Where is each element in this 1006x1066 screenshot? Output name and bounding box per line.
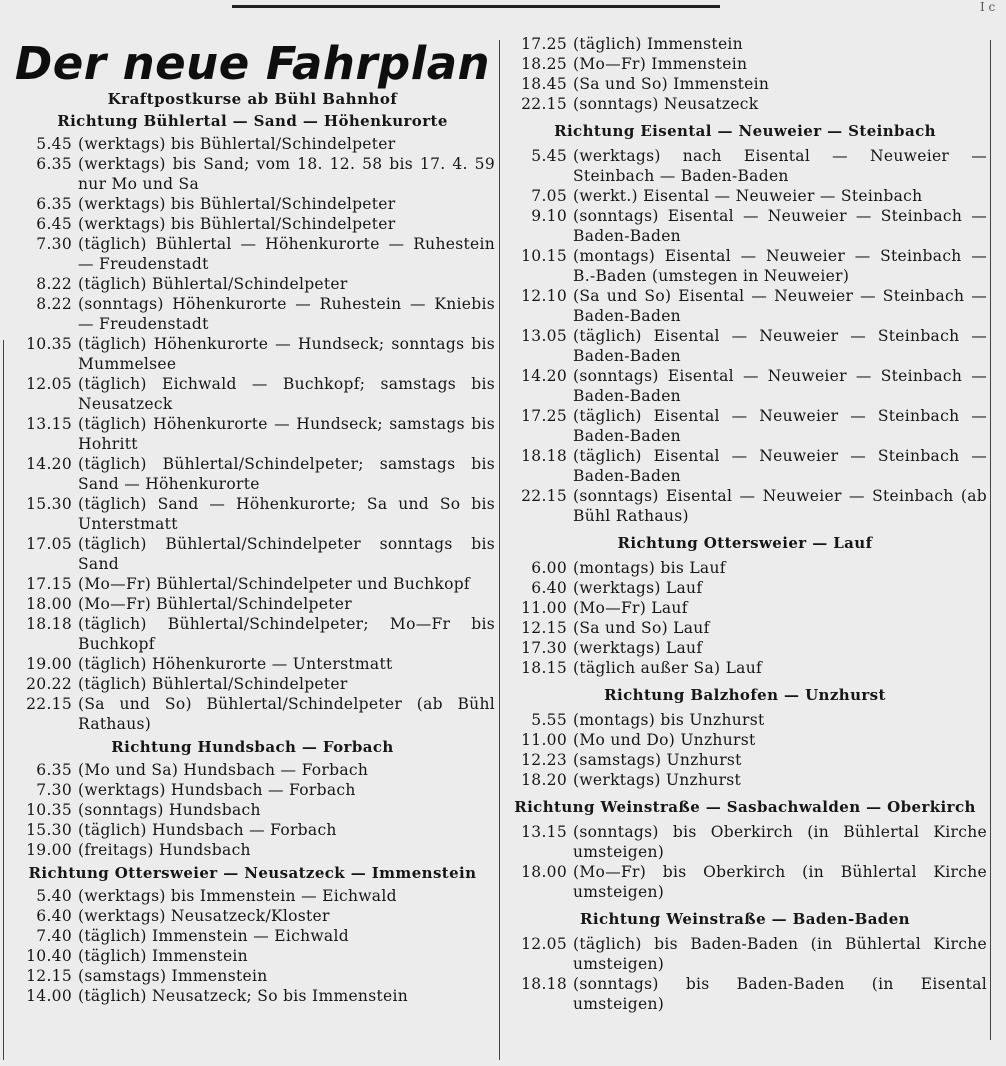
route-description: (Sa und So) Bühlertal/Schindelpeter (ab Bühl Rathaus) [78, 695, 495, 733]
route-description: (täglich) Eisental — Neuweier — Steinbach — Baden-Baden [573, 407, 987, 445]
route-description: (täglich) Immenstein [78, 947, 248, 965]
departure-time: 20.22 [26, 675, 72, 693]
schedule-entry [10, 154, 495, 194]
route-description: (samstags) Immenstein [78, 967, 268, 985]
column-divider [499, 40, 500, 1060]
schedule-entry [10, 654, 495, 674]
departure-time: 17.30 [521, 639, 567, 657]
route-description: (sonntags) bis Baden-Baden (in Eisental umsteigen) [573, 975, 987, 1013]
route-description: (täglich) bis Baden-Baden (in Bühlertal Kirche umsteigen) [573, 935, 987, 973]
departure-time: 12.05 [521, 935, 567, 953]
right-sections [503, 122, 987, 1014]
departure-time: 14.20 [26, 455, 72, 473]
schedule-entry [503, 326, 987, 366]
departure-time: 22.15 [521, 487, 567, 505]
route-description: (werktags) Neusatzeck/Kloster [78, 907, 330, 925]
schedule-entry [10, 274, 495, 294]
schedule-entry [10, 534, 495, 574]
schedule-entry [10, 234, 495, 274]
route-description: (montags) bis Unzhurst [573, 711, 765, 729]
route-description: (werktags) bis Immenstein — Eichwald [78, 887, 397, 905]
route-description: (täglich außer Sa) Lauf [573, 659, 763, 677]
route-description: (werktags) Unzhurst [573, 771, 742, 789]
schedule-entry [10, 760, 495, 780]
departure-time: 10.40 [26, 947, 72, 965]
route-description: (sonntags) Hundsbach [78, 801, 261, 819]
schedule-entry [503, 638, 987, 658]
left-sections [10, 112, 495, 1006]
departure-time: 13.15 [26, 415, 72, 433]
departure-time: 11.00 [521, 599, 567, 617]
route-description: (täglich) Eichwald — Buchkopf; samstags bis Neusatzeck [78, 375, 495, 413]
schedule-entry [10, 906, 495, 926]
departure-time: 5.55 [531, 711, 567, 729]
schedule-entry [503, 558, 987, 578]
schedule-entry [10, 840, 495, 860]
route-description: (Sa und So) Lauf [573, 619, 710, 637]
route-description: (täglich) Höhenkurorte — Unterstmatt [78, 655, 393, 673]
schedule-entry [10, 886, 495, 906]
route-description: (täglich) Bühlertal/Schindelpeter; Mo—Fr bis Buchkopf [78, 615, 495, 653]
route-description: (täglich) Bühlertal/Schindelpeter [78, 275, 348, 293]
route-heading: Richtung Weinstraße — Baden-Baden [580, 910, 910, 928]
route-heading: Richtung Hundsbach — Forbach [111, 738, 394, 756]
departure-time: 6.40 [531, 579, 567, 597]
route-description: (täglich) Bühlertal/Schindelpeter; samstags bis Sand — Höhenkurorte [78, 455, 495, 493]
route-description: (Mo und Do) Unzhurst [573, 731, 756, 749]
schedule-entry [10, 414, 495, 454]
schedule-entry [503, 974, 987, 1014]
left-column [10, 0, 495, 1006]
schedule-entry [503, 74, 987, 94]
route-description: (Mo und Sa) Hundsbach — Forbach [78, 761, 369, 779]
route-description: (täglich) Immenstein — Eichwald [78, 927, 349, 945]
schedule-entry [503, 618, 987, 638]
departure-time: 6.35 [36, 155, 72, 173]
schedule-entry [10, 820, 495, 840]
route-description: (samstags) Unzhurst [573, 751, 742, 769]
departure-time: 17.25 [521, 407, 567, 425]
route-heading: Richtung Balzhofen — Unzhurst [604, 686, 886, 704]
departure-time: 5.40 [36, 887, 72, 905]
departure-time: 15.30 [26, 495, 72, 513]
schedule-entry [10, 494, 495, 534]
route-description: (täglich) Hundsbach — Forbach [78, 821, 337, 839]
schedule-entry [10, 594, 495, 614]
departure-time: 14.00 [26, 987, 72, 1005]
departure-time: 19.00 [26, 841, 72, 859]
route-heading: Richtung Bühlertal — Sand — Höhenkurorte [57, 112, 448, 130]
route-description: (sonntags) bis Oberkirch (in Bühlertal Kirche umsteigen) [573, 823, 987, 861]
route-description: (werktags) Lauf [573, 639, 703, 657]
departure-time: 18.45 [521, 75, 567, 93]
schedule-entry [10, 334, 495, 374]
right-edge-rule [990, 40, 991, 1040]
departure-time: 8.22 [36, 275, 72, 293]
schedule-entry [503, 146, 987, 186]
departure-time: 7.30 [36, 235, 72, 253]
departure-time: 7.05 [531, 187, 567, 205]
route-description: (täglich) Neusatzeck; So bis Immenstein [78, 987, 409, 1005]
departure-time: 12.05 [26, 375, 72, 393]
route-description: (freitags) Hundsbach [78, 841, 251, 859]
route-description: (sonntags) Höhenkurorte — Ruhestein — Kniebis — Freudenstadt [78, 295, 495, 333]
departure-time: 12.15 [521, 619, 567, 637]
route-description: (täglich) Eisental — Neuweier — Steinbach — Baden-Baden [573, 447, 987, 485]
route-description: (werkt.) Eisental — Neuweier — Steinbach [573, 187, 923, 205]
route-description: (täglich) Sand — Höhenkurorte; Sa und So bis Unterstmatt [78, 495, 495, 533]
departure-time: 18.25 [521, 55, 567, 73]
route-description: (sonntags) Eisental — Neuweier — Steinbach (ab Bühl Rathaus) [573, 487, 987, 525]
departure-time: 6.45 [36, 215, 72, 233]
departure-time: 15.30 [26, 821, 72, 839]
route-description: (Mo—Fr) Bühlertal/Schindelpeter [78, 595, 352, 613]
subtitle: Kraftpostkurse ab Bühl Bahnhof [107, 90, 398, 108]
schedule-entry [10, 694, 495, 734]
route-description: (werktags) bis Sand; vom 18. 12. 58 bis 17. 4. 59 nur Mo und Sa [78, 155, 495, 193]
schedule-entry [503, 658, 987, 678]
departure-time: 10.35 [26, 335, 72, 353]
route-description: (sonntags) Eisental — Neuweier — Steinbach — Baden-Baden [573, 207, 987, 245]
route-description: (Sa und So) Immenstein [573, 75, 770, 93]
route-description: (werktags) bis Bühlertal/Schindelpeter [78, 135, 396, 153]
departure-time: 13.05 [521, 327, 567, 345]
departure-time: 18.00 [521, 863, 567, 881]
schedule-entry [10, 194, 495, 214]
schedule-entry [503, 286, 987, 326]
schedule-entry [503, 486, 987, 526]
schedule-entry [10, 614, 495, 654]
schedule-entry [10, 966, 495, 986]
route-description: (werktags) Hundsbach — Forbach [78, 781, 356, 799]
left-edge-rule [3, 340, 4, 1060]
departure-time: 18.00 [26, 595, 72, 613]
departure-time: 10.35 [26, 801, 72, 819]
schedule-entry [503, 186, 987, 206]
schedule-entry [503, 598, 987, 618]
departure-time: 18.18 [521, 975, 567, 993]
schedule-entry [10, 294, 495, 334]
schedule-entry [503, 750, 987, 770]
departure-time: 7.30 [36, 781, 72, 799]
schedule-entry [503, 94, 987, 114]
route-heading: Richtung Weinstraße — Sasbachwalden — Oberkirch [514, 798, 976, 816]
departure-time: 11.00 [521, 731, 567, 749]
route-description: (werktags) bis Bühlertal/Schindelpeter [78, 195, 396, 213]
schedule-entry [10, 574, 495, 594]
departure-time: 9.10 [531, 207, 567, 225]
route-description: (montags) bis Lauf [573, 559, 726, 577]
schedule-entry [503, 934, 987, 974]
route-description: (täglich) Bühlertal — Höhenkurorte — Ruhestein — Freudenstadt [78, 235, 495, 273]
schedule-entry [503, 730, 987, 750]
route-description: (Mo—Fr) Bühlertal/Schindelpeter und Buchkopf [78, 575, 470, 593]
schedule-entry [10, 454, 495, 494]
departure-time: 17.25 [521, 35, 567, 53]
departure-time: 17.15 [26, 575, 72, 593]
route-heading: Richtung Eisental — Neuweier — Steinbach [554, 122, 936, 140]
schedule-entry [10, 946, 495, 966]
schedule-entry [10, 986, 495, 1006]
schedule-entry [503, 246, 987, 286]
departure-time: 8.22 [36, 295, 72, 313]
departure-time: 19.00 [26, 655, 72, 673]
departure-time: 6.35 [36, 761, 72, 779]
departure-time: 12.23 [521, 751, 567, 769]
schedule-entry [503, 862, 987, 902]
schedule-entry [10, 926, 495, 946]
route-description: (täglich) Eisental — Neuweier — Steinbach — Baden-Baden [573, 327, 987, 365]
right-column [503, 0, 987, 1014]
route-description: (sonntags) Eisental — Neuweier — Steinbach — Baden-Baden [573, 367, 987, 405]
continued-entries [503, 34, 987, 114]
schedule-entry [503, 206, 987, 246]
departure-time: 5.45 [531, 147, 567, 165]
departure-time: 5.45 [36, 135, 72, 153]
departure-time: 12.10 [521, 287, 567, 305]
departure-time: 18.18 [521, 447, 567, 465]
schedule-entry [10, 134, 495, 154]
schedule-entry [503, 366, 987, 406]
schedule-entry [503, 710, 987, 730]
schedule-entry [503, 446, 987, 486]
schedule-entry [10, 214, 495, 234]
page-title: Der neue Fahrplan [14, 37, 491, 90]
route-description: (werktags) Lauf [573, 579, 703, 597]
departure-time: 13.15 [521, 823, 567, 841]
schedule-entry [10, 374, 495, 414]
departure-time: 6.35 [36, 195, 72, 213]
route-description: (sonntags) Neusatzeck [573, 95, 759, 113]
schedule-entry [503, 578, 987, 598]
schedule-entry [10, 674, 495, 694]
route-description: (täglich) Höhenkurorte — Hundseck; samstags bis Hohritt [78, 415, 495, 453]
route-description: (Mo—Fr) Immenstein [573, 55, 748, 73]
departure-time: 6.00 [531, 559, 567, 577]
departure-time: 6.40 [36, 907, 72, 925]
departure-time: 18.15 [521, 659, 567, 677]
route-description: (Mo—Fr) bis Oberkirch (in Bühlertal Kirche umsteigen) [573, 863, 987, 901]
schedule-entry [503, 770, 987, 790]
departure-time: 17.05 [26, 535, 72, 553]
route-description: (täglich) Bühlertal/Schindelpeter sonntags bis Sand [78, 535, 495, 573]
route-description: (täglich) Bühlertal/Schindelpeter [78, 675, 348, 693]
route-description: (täglich) Immenstein [573, 35, 743, 53]
departure-time: 12.15 [26, 967, 72, 985]
route-description: (montags) Eisental — Neuweier — Steinbach — B.-Baden (umstegen in Neuweier) [573, 247, 987, 285]
departure-time: 7.40 [36, 927, 72, 945]
route-description: (Sa und So) Eisental — Neuweier — Steinbach — Baden-Baden [573, 287, 987, 325]
route-description: (werktags) bis Bühlertal/Schindelpeter [78, 215, 396, 233]
departure-time: 18.18 [26, 615, 72, 633]
route-description: (täglich) Höhenkurorte — Hundseck; sonntags bis Mummelsee [78, 335, 495, 373]
edge-mark: I c [980, 0, 996, 14]
schedule-entry [503, 34, 987, 54]
departure-time: 14.20 [521, 367, 567, 385]
schedule-entry [503, 406, 987, 446]
route-heading: Richtung Ottersweier — Neusatzeck — Immenstein [28, 864, 477, 882]
departure-time: 10.15 [521, 247, 567, 265]
departure-time: 18.20 [521, 771, 567, 789]
schedule-entry [10, 800, 495, 820]
route-description: (werktags) nach Eisental — Neuweier — Steinbach — Baden-Baden [573, 147, 987, 185]
schedule-entry [503, 822, 987, 862]
schedule-entry [503, 54, 987, 74]
route-description: (Mo—Fr) Lauf [573, 599, 688, 617]
schedule-entry [10, 780, 495, 800]
departure-time: 22.15 [26, 695, 72, 713]
route-heading: Richtung Ottersweier — Lauf [617, 534, 873, 552]
departure-time: 22.15 [521, 95, 567, 113]
